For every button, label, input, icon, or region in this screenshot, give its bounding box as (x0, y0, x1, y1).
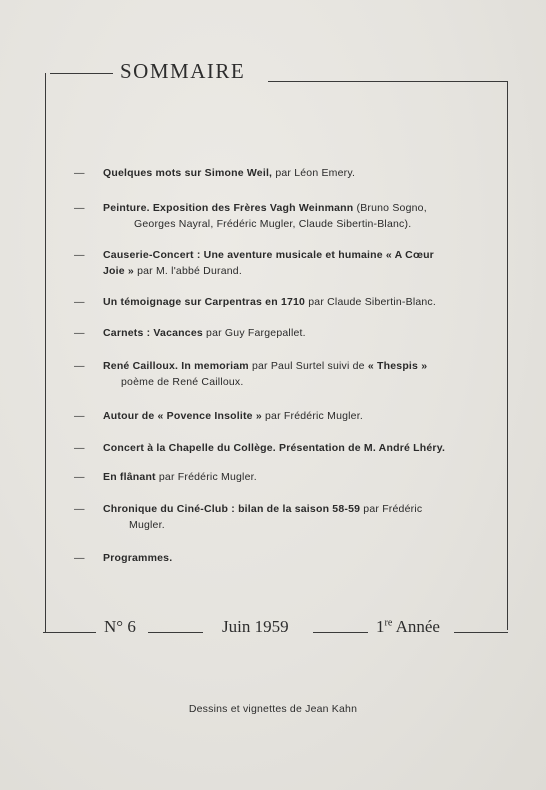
toc-entry (74, 247, 494, 279)
page-title: SOMMAIRE (120, 59, 246, 83)
entry-title: Causerie-Concert : Une aventure musicale et humaine « A Cœur (103, 249, 434, 261)
entry-dash: — (74, 249, 85, 261)
entry-author: par M. l'abbé Durand. (137, 265, 242, 277)
toc-entry (74, 325, 494, 341)
entry-author: par Léon Emery. (275, 167, 356, 179)
toc-entry (74, 165, 494, 181)
entry-title: Carnets : Vacances (103, 327, 203, 339)
illustration-credit: Dessins et vignettes de Jean Kahn (188, 703, 358, 715)
frame-top-right-rule (268, 81, 508, 82)
year-label: 1re Année (376, 617, 440, 636)
footer-rule (313, 632, 368, 633)
entry-dash: — (74, 442, 85, 454)
issue-date: Juin 1959 (222, 617, 289, 636)
entry-author: par Frédéric (363, 503, 423, 515)
entry-dash: — (74, 167, 85, 179)
entry-title: Concert à la Chapelle du Collège. Présentation de M. André Lhéry. (103, 442, 446, 454)
entry-title-extra: « Thespis » (367, 360, 428, 372)
entry-dash: — (74, 360, 85, 372)
entry-title: Autour de « Povence Insolite » (103, 410, 262, 422)
entry-dash: — (74, 552, 85, 564)
entry-title: Quelques mots sur Simone Weil, (103, 167, 273, 179)
entry-author: par Claude Sibertin-Blanc. (308, 296, 436, 308)
toc-entry (74, 440, 494, 456)
entry-author: (Bruno Sogno, (356, 202, 427, 214)
footer-rule (43, 632, 96, 633)
frame-top-left-rule (50, 73, 113, 74)
entry-dash: — (74, 327, 85, 339)
entry-title: Peinture. Exposition des Frères Vagh Weinmann (103, 202, 354, 214)
entry-author: par Paul Surtel suivi de (251, 360, 365, 372)
entry-author: par Frédéric Mugler. (158, 471, 257, 483)
entry-title: En flânant (103, 471, 156, 483)
entry-dash: — (74, 296, 85, 308)
entry-title: Chronique du Ciné-Club : bilan de la saison 58-59 (103, 503, 361, 515)
footer-rule (454, 632, 508, 633)
entry-title: Programmes. (103, 552, 173, 564)
toc-entry (74, 550, 494, 566)
issue-number: N° 6 (104, 617, 136, 636)
entry-author: par Frédéric Mugler. (265, 410, 363, 422)
entry-dash: — (74, 202, 85, 214)
entry-dash: — (74, 471, 85, 483)
entry-continuation: Mugler. (129, 519, 165, 531)
toc-entry (74, 294, 494, 310)
frame-left-rule (45, 73, 46, 633)
frame-right-rule (507, 82, 508, 630)
entry-continuation: poème de René Cailloux. (121, 376, 244, 388)
toc-entry (74, 408, 494, 424)
entry-title: Un témoignage sur Carpentras en 1710 (103, 296, 306, 308)
toc-entry (74, 469, 494, 485)
entry-dash: — (74, 503, 85, 515)
entry-author: par Guy Fargepallet. (206, 327, 306, 339)
entry-continuation-bold: Joie » (103, 265, 134, 277)
entry-continuation: Georges Nayral, Frédéric Mugler, Claude Sibertin-Blanc). (134, 218, 412, 230)
entry-dash: — (74, 410, 85, 422)
toc-entry (74, 358, 494, 390)
footer-rule (148, 632, 203, 633)
toc-entry (74, 501, 494, 533)
toc-entry (74, 200, 494, 232)
entry-title: René Cailloux. In memoriam (103, 360, 249, 372)
